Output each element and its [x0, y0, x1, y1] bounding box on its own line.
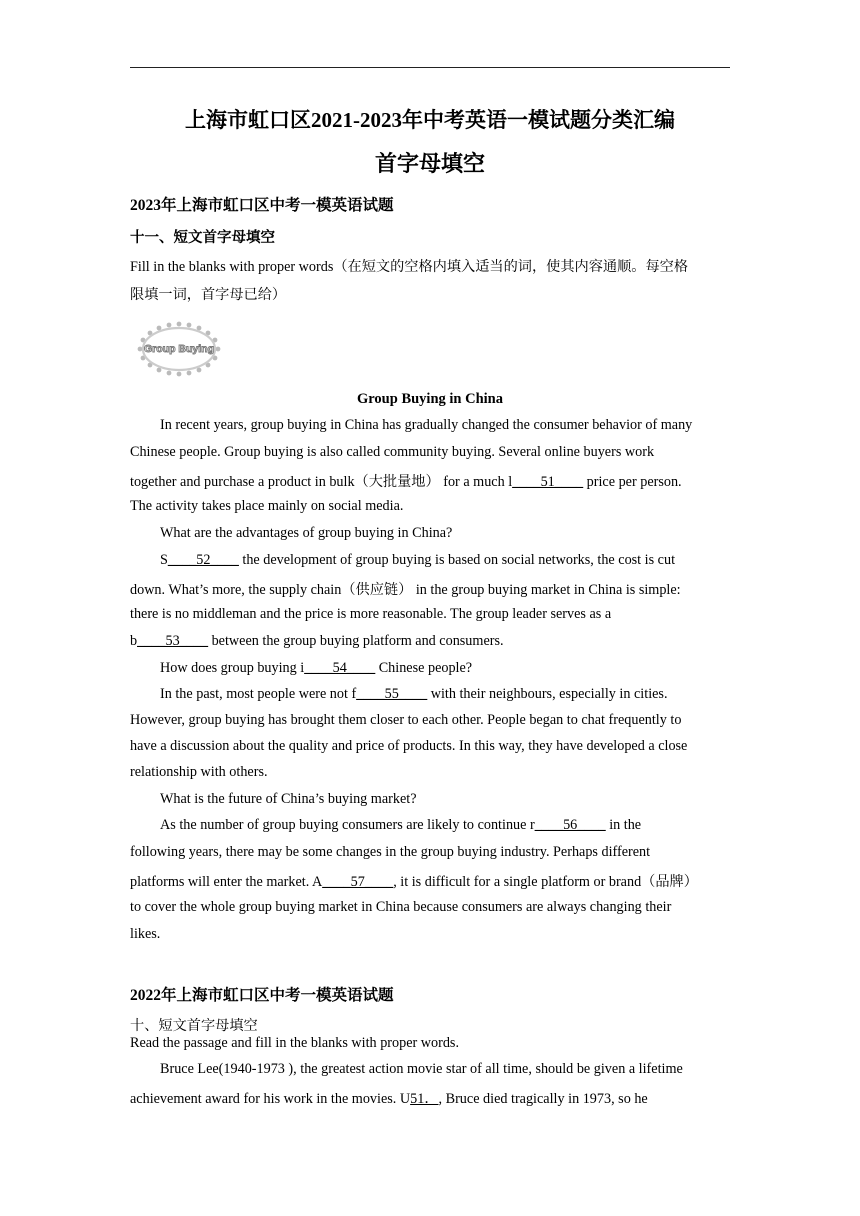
blank-54: ____54____	[304, 660, 376, 676]
instructions-line-2: 限填一词，首字母已给）	[130, 287, 287, 303]
p2-line-4-text-a: b	[130, 633, 138, 649]
bruce-line-2-text-a: achievement award for his work in the movies. U	[130, 1091, 411, 1107]
bruce-line-2	[130, 1088, 730, 1108]
p3-line-1-text-a: In the past, most people were not f	[160, 686, 357, 702]
p3-line-1-text-b: with their neighbours, especially in cities.	[427, 686, 668, 702]
p2-line-2: down. What’s more, the supply chain（供应链） in the group buying market in China is simple:	[130, 582, 681, 598]
p4-line-3-text-a: platforms will enter the market. A	[130, 874, 323, 890]
p1-line-3-text-b: price per person.	[583, 474, 682, 490]
document-subtitle: 首字母填空	[374, 151, 485, 176]
passage-title: Group Buying in China	[356, 391, 503, 407]
p4-line-3	[130, 871, 730, 891]
blank-51: ____51____	[512, 474, 584, 490]
question-3: What is the future of China’s buying market?	[160, 791, 417, 807]
logo-text: Group Buying	[144, 343, 214, 355]
document-title: 上海市虹口区2021-2023年中考英语一模试题分类汇编	[185, 108, 675, 132]
question-2-text-b: Chinese people?	[375, 660, 473, 676]
p3-line-1	[160, 686, 730, 703]
p4-line-2: following years, there may be some changes in the group buying industry. Perhaps different	[130, 844, 651, 860]
blank-56: ____56____	[534, 817, 606, 833]
group-buying-logo	[131, 318, 227, 380]
p1-line-2: Chinese people. Group buying is also called community buying. Several online buyers work	[130, 444, 655, 460]
blank-55: ____55____	[356, 686, 428, 702]
p2-line-4-text-b: between the group buying platform and consumers.	[208, 633, 504, 649]
p1-line-3	[130, 471, 730, 491]
question-2	[160, 660, 730, 677]
p3-line-3: have a discussion about the quality and price of products. In this way, they have developed a close	[130, 738, 688, 754]
question-2-text-a: How does group buying i	[160, 660, 305, 676]
p3-line-4: relationship with others.	[130, 764, 268, 780]
p4-line-1-text-b: in the	[605, 817, 642, 833]
bruce-line-1: Bruce Lee(1940-1973 ), the greatest action movie star of all time, should be given a lifetime	[160, 1061, 683, 1077]
p4-line-4: to cover the whole group buying market in China because consumers are always changing their	[130, 899, 672, 915]
blank-57: ____57____	[322, 874, 394, 890]
section-2022-instructions: Read the passage and fill in the blanks with proper words.	[130, 1035, 459, 1051]
p2-line-4	[130, 633, 730, 650]
section-2023-part-title: 十一、短文首字母填空	[130, 230, 275, 246]
blank-52: ____52____	[167, 552, 239, 568]
p4-line-3-text-b: , it is difficult for a single platform or brand（品牌）	[393, 874, 698, 890]
bruce-line-2-text-b: , Bruce died tragically in 1973, so he	[438, 1091, 648, 1107]
p2-line-1-text-a: S	[160, 552, 168, 568]
p4-line-1-text-a: As the number of group buying consumers are likely to continue r	[160, 817, 535, 833]
section-2022-part-title: 十、短文首字母填空	[130, 1018, 258, 1034]
p2-line-3: there is no middleman and the price is more reasonable. The group leader serves as a	[130, 606, 612, 622]
question-1: What are the advantages of group buying in China?	[160, 525, 453, 541]
p2-line-1-text-b: the development of group buying is based on social networks, the cost is cut	[238, 552, 676, 568]
p4-line-1	[160, 817, 730, 834]
p1-line-3-text-a: together and purchase a product in bulk（大批量地） for a much l	[130, 474, 513, 490]
p2-line-1	[160, 552, 730, 569]
p1-line-1: In recent years, group buying in China has gradually changed the consumer behavior of many	[160, 417, 693, 433]
section-2023-heading: 2023年上海市虹口区中考一模英语试题	[130, 197, 394, 214]
header-rule	[130, 67, 730, 68]
blank-53: ____53____	[137, 633, 209, 649]
instructions-line-1: Fill in the blanks with proper words（在短文的空格内填入适当的词，使其内容通顺。每空格	[130, 259, 689, 275]
p1-line-4: The activity takes place mainly on social media.	[130, 498, 404, 514]
section-2022-heading: 2022年上海市虹口区中考一模英语试题	[130, 987, 394, 1004]
p3-line-2: However, group buying has brought them closer to each other. People began to chat frequently to	[130, 712, 682, 728]
blank-2022-51: 51．	[410, 1091, 439, 1107]
p4-line-5: likes.	[130, 926, 161, 942]
